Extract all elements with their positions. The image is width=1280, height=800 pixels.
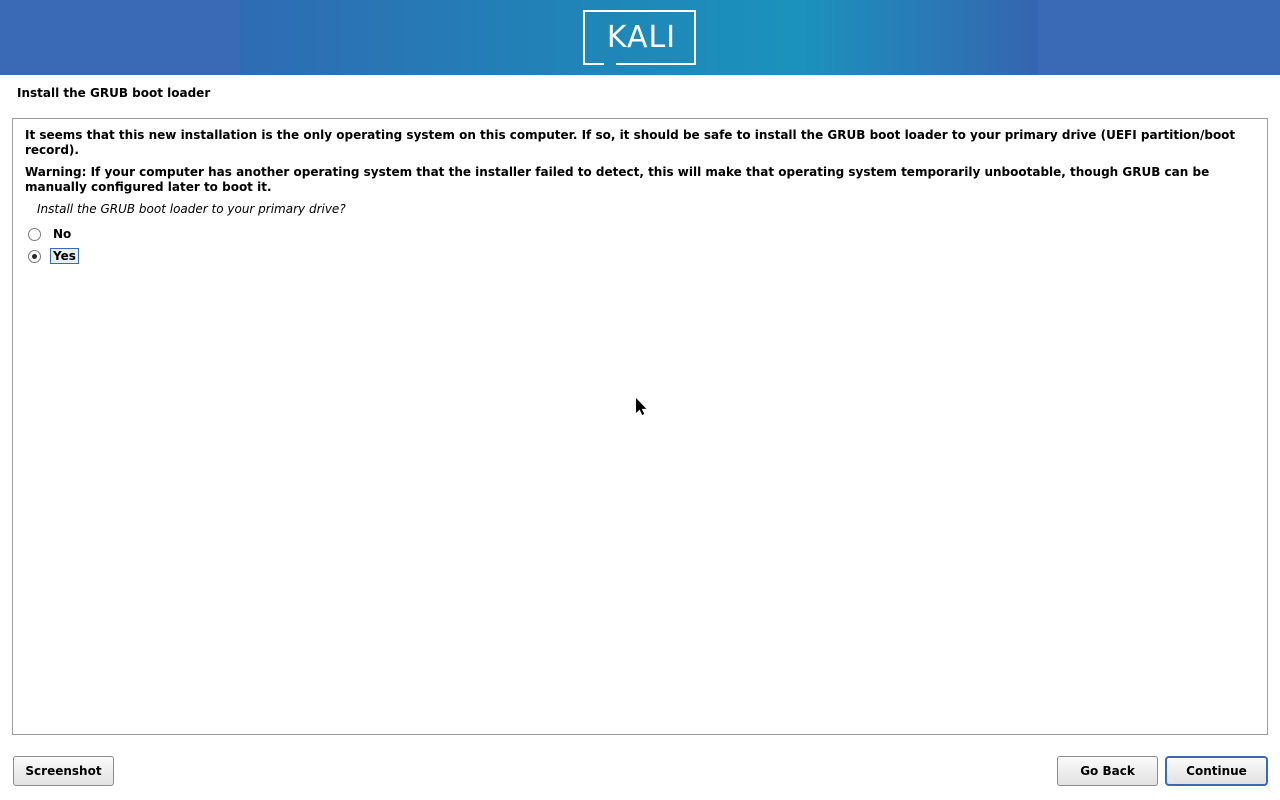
page-title: Install the GRUB boot loader [17, 86, 211, 100]
screenshot-button[interactable]: Screenshot [13, 756, 114, 786]
kali-logo-text: KALI [606, 20, 677, 55]
info-paragraph: It seems that this new installation is the only operating system on this computer. If so, it should be safe to install the GRUB boot loader to your primary drive (UEFI partition/boot record). [25, 128, 1236, 157]
radio-option-no[interactable] [25, 223, 1255, 245]
installer-content-panel [12, 118, 1268, 735]
kali-logo [583, 10, 696, 65]
go-back-button[interactable]: Go Back [1057, 756, 1158, 786]
radio-button-yes[interactable] [28, 250, 41, 263]
radio-label-yes[interactable]: Yes [50, 248, 79, 264]
warning-paragraph: Warning: If your computer has another operating system that the installer failed to detect, this will make that operating system temporarily unbootable, though GRUB can be manually configured later to boot it. [25, 165, 1210, 194]
radio-button-no[interactable] [28, 228, 41, 241]
radio-option-yes[interactable] [25, 245, 1255, 267]
question-label: Install the GRUB boot loader to your primary drive? [37, 202, 346, 216]
kali-logo-notch [604, 63, 616, 69]
radio-label-no[interactable]: No [53, 227, 72, 241]
kali-banner [0, 0, 1280, 75]
continue-button[interactable]: Continue [1165, 756, 1268, 786]
